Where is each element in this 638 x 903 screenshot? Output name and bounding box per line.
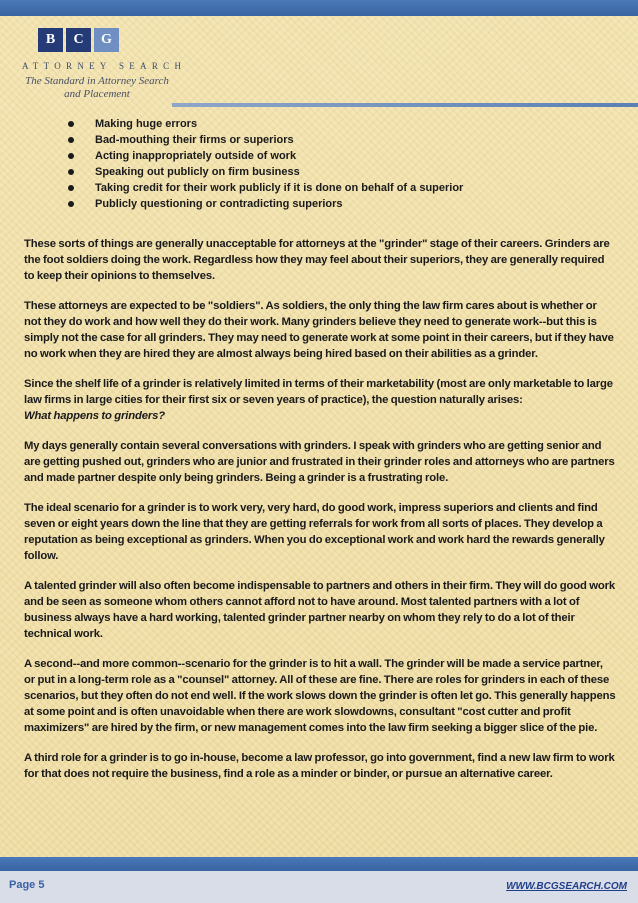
paragraph: A talented grinder will also often become indispensable to partners and others in their firm. They will do good work and be seen as someone whom others cannot afford not to have around. Most talented partners with a lot of business always have a hard working, talented grinder partner nearby on whom they rely to do a lot of their technical work. <box>24 580 615 640</box>
logo-letter-c: C <box>66 28 91 52</box>
article-body <box>24 236 616 796</box>
paragraph: A third role for a grinder is to go in-house, become a law professor, go into government, find a new law firm to work for that does not require the business, find a role as a minder or binder, or pursue an alternative career. <box>24 752 615 780</box>
top-banner-bar <box>0 0 638 16</box>
logo-letter-g: G <box>94 28 119 52</box>
logo-letter-b: B <box>38 28 63 52</box>
bullet-item: Taking credit for their work publicly if it is done on behalf of a superior <box>60 180 463 196</box>
paragraph-text: Since the shelf life of a grinder is relatively limited in terms of their marketability (most are only marketable to large law firms in large cities for their first six or seven years of practice), the question naturally arises: <box>24 378 613 406</box>
bullet-item: Speaking out publicly on firm business <box>60 164 463 180</box>
question-heading: What happens to grinders? <box>24 410 165 422</box>
paragraph: A second--and more common--scenario for the grinder is to hit a wall. The grinder will be made a service partner, or put in a long-term role as a "counsel" attorney. All of these are fine. There are roles for grinders in each of these scenarios, but they often do not end well. If the work slows down the grinder is often let go. This generally happens at some point and is often unavoidable when there are work slowdowns, consultant "cost cutter and profit maximizers" are hired by the firm, or new management comes into the law firm seeking a bigger slice of the pie. <box>24 658 616 734</box>
tagline: The Standard in Attorney Search and Placement <box>25 75 169 100</box>
bullet-item: Acting inappropriately outside of work <box>60 148 463 164</box>
paragraph: These attorneys are expected to be "soldiers". As soldiers, the only thing the law firm cares about is whether or not they do work and how well they do their work. Many grinders believe they need to generate work--but this is simply not the case for all grinders. They may need to generate work at some point in their careers, but if they have no work when they are hired they are almost always being hired based on their abilities as a grinder. <box>24 300 614 360</box>
paragraph: My days generally contain several conversations with grinders. I speak with grinders who are getting senior and are getting pushed out, grinders who are junior and frustrated in their grinder roles and attorneys who are partners and made partner despite only being grinders. Being a grinder is a frustrating role. <box>24 440 615 484</box>
page-number: Page 5 <box>9 879 45 891</box>
paragraph: These sorts of things are generally unacceptable for attorneys at the "grinder" stage of their careers. Grinders are the foot soldiers doing the work. Regardless how they may feel about their superiors, they are generally required to keep their opinions to themselves. <box>24 238 610 282</box>
footer-bar <box>0 857 638 871</box>
bullet-list <box>60 116 463 212</box>
bullet-item: Publicly questioning or contradicting superiors <box>60 196 463 212</box>
header-rule <box>172 103 638 107</box>
paragraph: The ideal scenario for a grinder is to work very, very hard, do good work, impress superiors and clients and find seven or eight years down the line that they are getting referrals for work from all sorts of places. They develop a reputation as being exceptional as grinders. When you do exceptional work and work hard the rewards generally follow. <box>24 502 605 562</box>
bullet-item: Bad-mouthing their firms or superiors <box>60 132 463 148</box>
website-link[interactable]: WWW.BCGSEARCH.COM <box>506 881 627 892</box>
bullet-item: Making huge errors <box>60 116 463 132</box>
logo-letter-boxes <box>38 28 119 52</box>
logo-subtitle: ATTORNEY SEARCH <box>22 61 187 71</box>
paragraph-with-question <box>24 376 616 424</box>
